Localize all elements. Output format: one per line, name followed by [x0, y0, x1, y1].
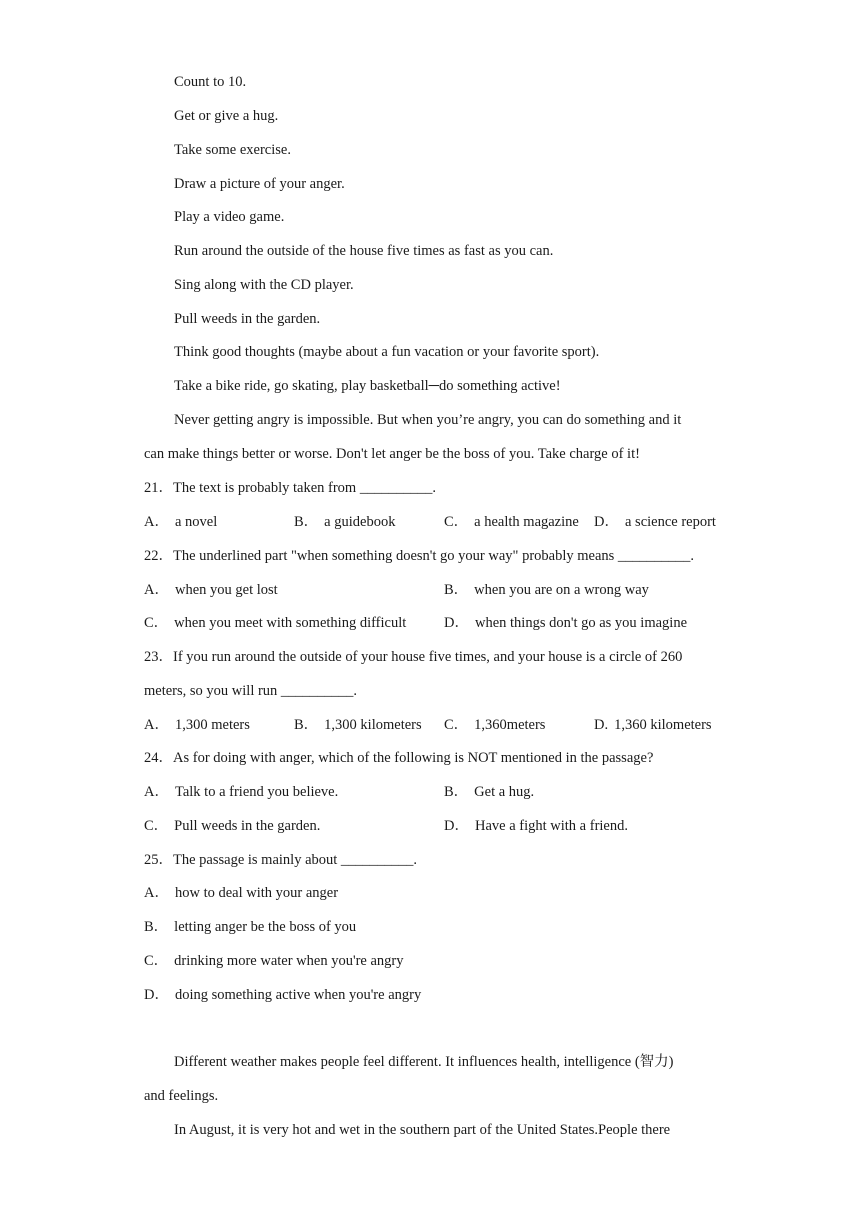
question-24-stem: 24．As for doing with anger, which of the following is NOT mentioned in the passage?	[144, 750, 654, 766]
option-text: 1,360meters	[474, 717, 546, 733]
option-a[interactable]	[144, 775, 338, 809]
question-22-options-row1	[144, 573, 724, 607]
option-text: 1,300 meters	[174, 717, 250, 733]
option-d[interactable]	[594, 505, 716, 539]
tip-line: Pull weeds in the garden.	[174, 311, 321, 327]
question-22-stem: 22．The underlined part "when something doesn't go your way" probably means __________.	[144, 548, 695, 564]
option-c[interactable]	[144, 606, 406, 640]
option-d[interactable]	[444, 809, 628, 843]
option-a[interactable]	[144, 876, 724, 910]
option-text: Pull weeds in the garden.	[174, 818, 321, 834]
option-text: when things don't go as you imagine	[474, 615, 688, 631]
option-c[interactable]	[444, 708, 545, 742]
option-letter: C．	[144, 818, 169, 834]
option-b[interactable]	[444, 573, 649, 607]
option-b[interactable]	[444, 775, 534, 809]
option-letter: D.	[594, 717, 609, 733]
tip-line: Sing along with the CD player.	[174, 277, 354, 293]
option-c[interactable]	[144, 809, 320, 843]
question-24-options-row2	[144, 809, 724, 843]
option-text: a science report	[624, 514, 716, 530]
option-text: a novel	[174, 514, 218, 530]
option-letter: D．	[594, 514, 619, 530]
option-text: drinking more water when you're angry	[174, 953, 404, 969]
option-a[interactable]	[144, 708, 250, 742]
question-23-stem: 23．If you run around the outside of your house five times, and your house is a circle of 260	[144, 649, 683, 665]
option-letter: C．	[144, 953, 169, 969]
question-21-stem: 21．The text is probably taken from __________.	[144, 480, 436, 496]
option-b[interactable]	[294, 708, 422, 742]
option-letter: C．	[444, 717, 469, 733]
option-letter: C．	[444, 514, 469, 530]
option-c[interactable]	[144, 944, 724, 978]
tip-line: Think good thoughts (maybe about a fun vacation or your favorite sport).	[174, 344, 600, 360]
option-text: 1,300 kilometers	[324, 717, 422, 733]
option-d[interactable]	[144, 978, 724, 1012]
option-letter: D．	[444, 818, 469, 834]
option-letter: A．	[144, 784, 169, 800]
question-21-options	[144, 505, 724, 539]
option-d[interactable]	[594, 708, 712, 742]
option-d[interactable]	[444, 606, 687, 640]
option-a[interactable]	[144, 505, 217, 539]
option-letter: B．	[294, 717, 319, 733]
option-text: 1,360 kilometers	[614, 717, 712, 733]
option-text: Talk to a friend you believe.	[174, 784, 339, 800]
option-letter: B．	[294, 514, 319, 530]
option-c[interactable]	[444, 505, 579, 539]
tip-line: Get or give a hug.	[174, 108, 279, 124]
option-letter: A．	[144, 514, 169, 530]
option-text: letting anger be the boss of you	[174, 919, 357, 935]
option-b[interactable]	[294, 505, 395, 539]
option-b[interactable]	[144, 910, 724, 944]
option-text: Get a hug.	[474, 784, 535, 800]
option-letter: D．	[144, 987, 169, 1003]
option-a[interactable]	[144, 573, 278, 607]
passage-line: and feelings.	[144, 1088, 219, 1104]
option-letter: D．	[444, 615, 469, 631]
option-letter: B．	[144, 919, 169, 935]
question-22-options-row2	[144, 606, 724, 640]
question-24-options-row1	[144, 775, 724, 809]
tip-line: Count to 10.	[174, 74, 247, 90]
question-23-options	[144, 708, 724, 742]
option-letter: B．	[444, 582, 469, 598]
option-text: doing something active when you're angry	[174, 987, 422, 1003]
option-text: when you are on a wrong way	[474, 582, 649, 598]
tip-line: Take a bike ride, go skating, play basketball─do something active!	[174, 378, 561, 394]
option-letter: A．	[144, 885, 169, 901]
tip-line: Draw a picture of your anger.	[174, 176, 345, 192]
closing-paragraph-line: can make things better or worse. Don't let anger be the boss of you. Take charge of it!	[144, 446, 640, 462]
option-letter: C．	[144, 615, 169, 631]
option-text: when you meet with something difficult	[174, 615, 407, 631]
option-text: when you get lost	[174, 582, 278, 598]
passage-line: Different weather makes people feel different. It influences health, intelligence (智力)	[174, 1054, 674, 1070]
closing-paragraph-line: Never getting angry is impossible. But when you’re angry, you can do something and it	[174, 412, 682, 428]
option-letter: A．	[144, 582, 169, 598]
option-text: a health magazine	[474, 514, 579, 530]
tip-line: Take some exercise.	[174, 142, 291, 158]
option-letter: B．	[444, 784, 469, 800]
question-25-stem: 25．The passage is mainly about __________.	[144, 852, 418, 868]
option-text: how to deal with your anger	[174, 885, 339, 901]
tip-line: Play a video game.	[174, 209, 285, 225]
question-23-stem-cont: meters, so you will run __________.	[144, 683, 358, 699]
passage-line: In August, it is very hot and wet in the southern part of the United States.People there	[174, 1122, 671, 1138]
option-letter: A．	[144, 717, 169, 733]
option-text: Have a fight with a friend.	[474, 818, 628, 834]
tip-line: Run around the outside of the house five times as fast as you can.	[174, 243, 554, 259]
option-text: a guidebook	[324, 514, 396, 530]
